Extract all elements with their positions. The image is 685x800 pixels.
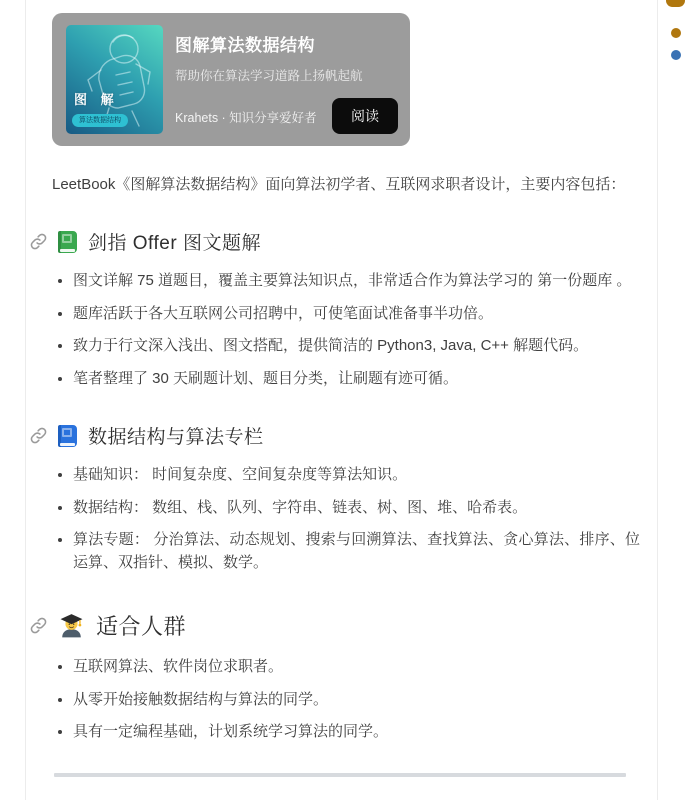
student-icon	[58, 612, 85, 639]
read-button[interactable]: 阅读	[332, 98, 398, 134]
section-title: 数据结构与算法专栏	[88, 427, 264, 449]
section-list-target-audience	[52, 656, 640, 744]
section-title: 适合人群	[96, 614, 187, 640]
list-item: • 数据结构： 数组、栈、队列、字符串、链表、树、图、堆、哈希表。	[73, 497, 640, 520]
minimap-blue-dot[interactable]	[671, 50, 681, 60]
minimap-orange-pill[interactable]	[666, 0, 685, 7]
minimap-orange-dot[interactable]	[671, 28, 681, 38]
list-item: • 图文详解 75 道题目，覆盖主要算法知识点，非常适合作为算法学习的 第一份题库 。	[73, 270, 640, 293]
cover-title: 图 解	[74, 92, 119, 107]
list-item: • 算法专题： 分治算法、动态规划、搜索与回溯算法、查找算法、贪心算法、排序、位运算、双指针、模拟、数学。	[73, 529, 640, 574]
right-border-line	[657, 0, 658, 800]
list-item: • 致力于行文深入浅出、图文搭配，提供简洁的 Python3, Java, C++ 解题代码。	[73, 335, 640, 358]
section-list-ds-alg-column	[52, 464, 640, 574]
book-author: Krahets · 知识分享爱好者	[175, 111, 317, 125]
section-heading-ds-alg-column	[30, 422, 640, 449]
section-title: 剑指 Offer 图文题解	[88, 233, 261, 255]
left-border-line	[25, 0, 26, 800]
blue-book-icon	[58, 425, 77, 447]
green-book-icon	[58, 231, 77, 253]
book-title: 图解算法数据结构	[175, 36, 315, 55]
cover-badge: 算法数据结构	[72, 114, 128, 127]
intro-paragraph: LeetBook《图解算法数据结构》面向算法初学者、互联网求职者设计，主要内容包括：	[52, 176, 626, 193]
section-divider	[54, 773, 626, 777]
list-item: • 具有一定编程基础，计划系统学习算法的同学。	[73, 721, 640, 744]
article-content	[52, 13, 640, 777]
list-item: • 题库活跃于各大互联网公司招聘中，可使笔面试准备事半功倍。	[73, 303, 640, 326]
list-item: • 基础知识： 时间复杂度、空间复杂度等算法知识。	[73, 464, 640, 487]
list-item: • 互联网算法、软件岗位求职者。	[73, 656, 640, 679]
leetbook-card[interactable]	[52, 13, 410, 146]
list-item: • 从零开始接触数据结构与算法的同学。	[73, 689, 640, 712]
section-list-jianzhi-offer	[52, 270, 640, 390]
anchor-link-icon[interactable]	[30, 427, 47, 444]
list-item: • 笔者整理了 30 天刷题计划、题目分类，让刷题有迹可循。	[73, 368, 640, 391]
section-heading-jianzhi-offer	[30, 228, 640, 255]
anchor-link-icon[interactable]	[30, 617, 47, 634]
anchor-link-icon[interactable]	[30, 233, 47, 250]
section-heading-target-audience	[30, 610, 640, 641]
book-subtitle: 帮助你在算法学习道路上扬帆起航	[175, 69, 363, 83]
book-cover-image	[66, 25, 163, 134]
